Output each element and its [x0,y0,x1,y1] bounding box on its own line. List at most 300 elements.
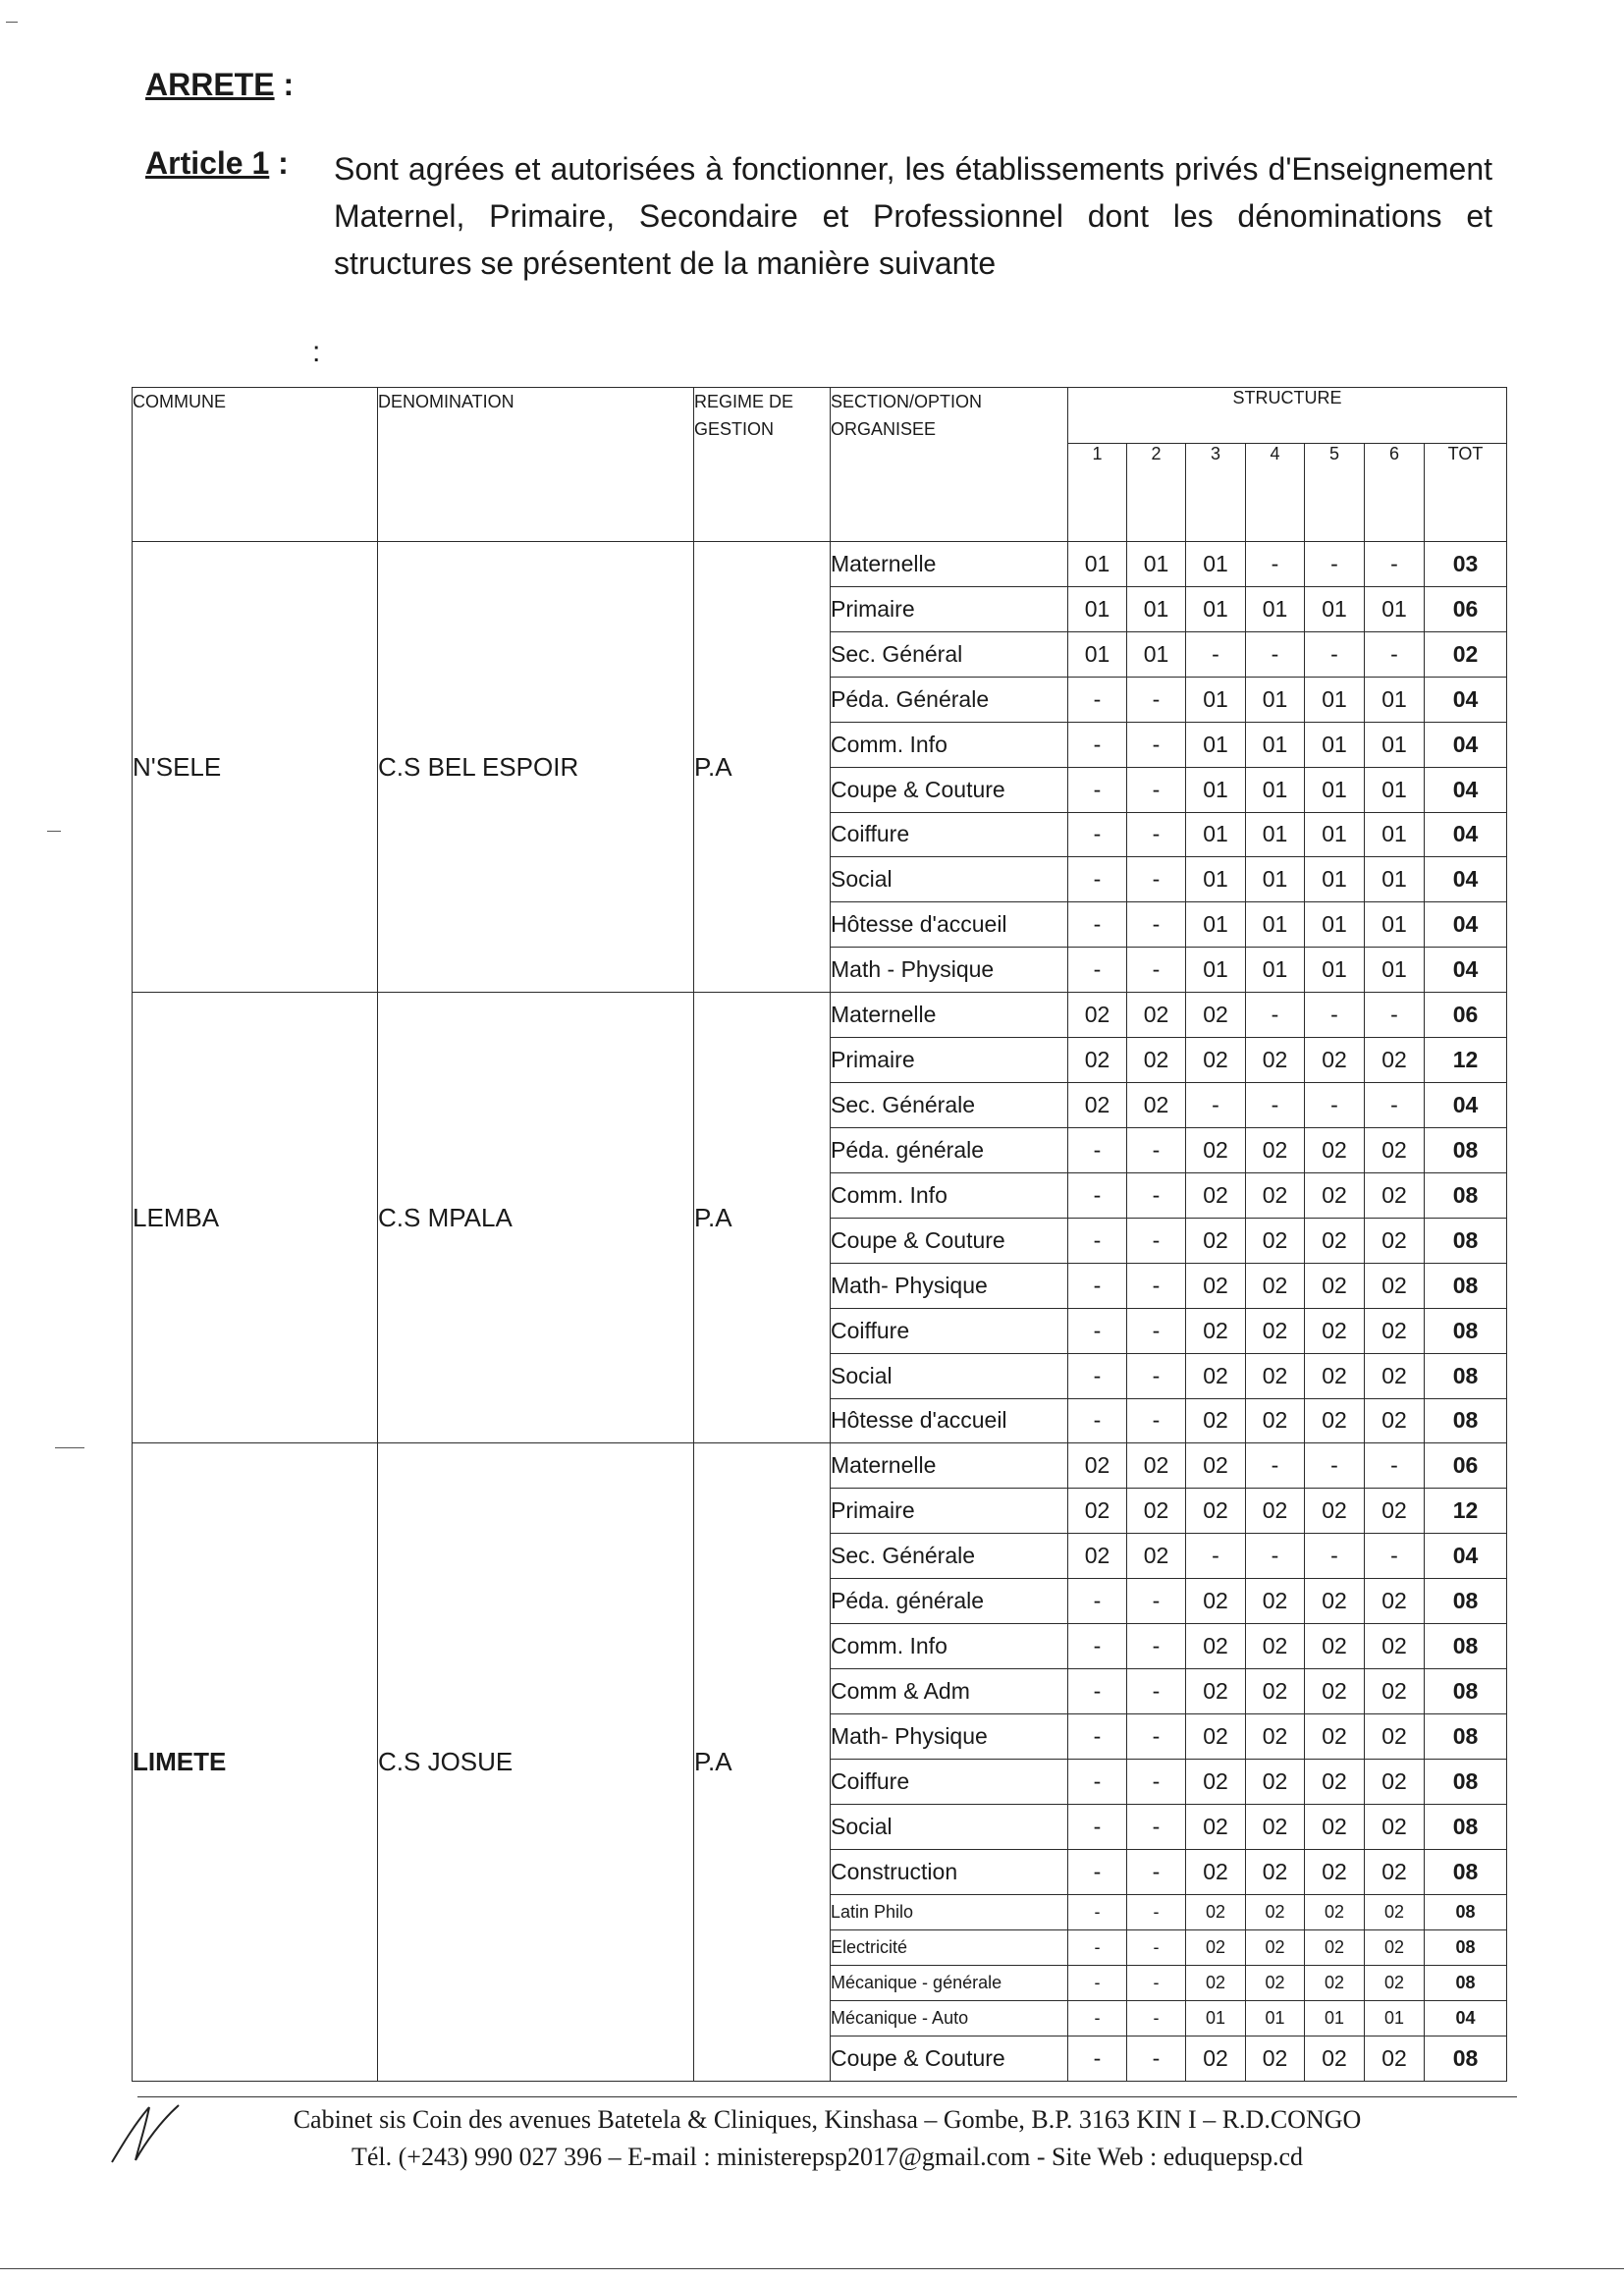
scan-mark [6,22,18,23]
stray-colon: : [312,336,321,368]
level-value-cell: - [1127,1353,1186,1398]
level-value-cell: - [1127,1929,1186,1965]
level-value-cell: 02 [1127,1443,1186,1489]
level-value-cell: 02 [1246,1804,1305,1849]
level-value-cell: 02 [1305,1172,1365,1218]
level-value-cell: 02 [1186,1669,1246,1714]
level-value-cell: 02 [1246,1172,1305,1218]
total-cell: 02 [1425,631,1507,677]
total-cell: 08 [1425,1713,1507,1759]
footer-contact: Tél. (+243) 990 027 396 – E-mail : ministerepsp2017@gmail.com - Site Web : eduquepsp.cd [352,2143,1303,2171]
level-value-cell: 02 [1305,1713,1365,1759]
section-cell: Mécanique - Auto [831,2000,1068,2036]
total-cell: 08 [1425,1624,1507,1669]
level-value-cell: 01 [1186,542,1246,587]
level-value-cell: 02 [1127,993,1186,1038]
level-value-cell: 02 [1127,1083,1186,1128]
level-value-cell: 02 [1305,1263,1365,1308]
level-value-cell: - [1068,1398,1127,1443]
level-value-cell: 02 [1246,1849,1305,1894]
section-cell: Péda. générale [831,1127,1068,1172]
level-value-cell: 02 [1365,1579,1425,1624]
level-value-cell: - [1127,722,1186,767]
level-value-cell: - [1305,1083,1365,1128]
level-value-cell: 02 [1305,1929,1365,1965]
level-value-cell: 01 [1305,948,1365,993]
level-value-cell: 02 [1365,1172,1425,1218]
level-value-cell: 02 [1365,1263,1425,1308]
level-value-cell: 01 [1068,631,1127,677]
regime-cell: P.A [694,542,831,993]
level-value-cell: 02 [1365,1804,1425,1849]
scan-mark [47,831,61,832]
level-value-cell: 02 [1186,1398,1246,1443]
level-value-cell: 02 [1305,1038,1365,1083]
level-value-cell: 01 [1186,586,1246,631]
level-value-cell: 02 [1305,1579,1365,1624]
level-value-cell: - [1127,902,1186,948]
level-value-cell: 02 [1246,1308,1305,1353]
level-value-cell: 02 [1186,1804,1246,1849]
level-value-cell: 02 [1365,2036,1425,2081]
total-cell: 08 [1425,1965,1507,2000]
level-value-cell: - [1068,1172,1127,1218]
level-value-cell: 01 [1186,902,1246,948]
level-value-cell: - [1246,1083,1305,1128]
section-cell: Social [831,857,1068,902]
level-value-cell: - [1246,1534,1305,1579]
level-value-cell: - [1068,1579,1127,1624]
level-value-cell: 02 [1186,1353,1246,1398]
level-value-cell: - [1127,677,1186,722]
total-cell: 04 [1425,722,1507,767]
level-value-cell: 02 [1186,1713,1246,1759]
total-cell: 04 [1425,767,1507,812]
section-cell: Hôtesse d'accueil [831,1398,1068,1443]
level-value-cell: 02 [1186,1263,1246,1308]
level-value-cell: 01 [1246,586,1305,631]
level-value-cell: 01 [1246,677,1305,722]
level-value-cell: 02 [1365,1759,1425,1804]
table-row [133,1443,1507,1489]
commune-cell: N'SELE [133,542,378,993]
section-cell: Coiffure [831,1308,1068,1353]
level-value-cell: 02 [1246,1038,1305,1083]
level-value-cell: - [1068,767,1127,812]
total-cell: 06 [1425,586,1507,631]
section-cell: Social [831,1804,1068,1849]
total-cell: 08 [1425,1849,1507,1894]
level-value-cell: - [1127,857,1186,902]
section-cell: Math - Physique [831,948,1068,993]
header-level: 1 [1068,444,1127,542]
total-cell: 12 [1425,1038,1507,1083]
level-value-cell: - [1127,1804,1186,1849]
level-value-cell: 02 [1186,1579,1246,1624]
header-regime: REGIME DE GESTION [694,388,831,542]
level-value-cell: 02 [1305,1127,1365,1172]
section-cell: Maternelle [831,1443,1068,1489]
footer-address: Cabinet sis Coin des avenues Batetela & Cliniques, Kinshasa – Gombe, B.P. 3163 KIN I – R.D.CONGO [293,2105,1362,2134]
level-value-cell: 01 [1365,677,1425,722]
section-cell: Hôtesse d'accueil [831,902,1068,948]
level-value-cell: - [1186,631,1246,677]
table-row [133,993,1507,1038]
header-level: 6 [1365,444,1425,542]
total-cell: 04 [1425,902,1507,948]
total-cell: 04 [1425,1083,1507,1128]
level-value-cell: 02 [1186,1965,1246,2000]
total-cell: 08 [1425,1127,1507,1172]
footer [137,2101,1517,2176]
total-cell: 03 [1425,542,1507,587]
level-value-cell: - [1305,542,1365,587]
level-value-cell: 01 [1305,812,1365,857]
commune-cell: LIMETE [133,1443,378,2082]
level-value-cell: - [1068,1308,1127,1353]
section-cell: Maternelle [831,542,1068,587]
level-value-cell: 02 [1127,1489,1186,1534]
level-value-cell: - [1246,542,1305,587]
level-value-cell: 02 [1186,1127,1246,1172]
level-value-cell: 01 [1305,586,1365,631]
total-cell: 06 [1425,1443,1507,1489]
level-value-cell: 01 [1246,722,1305,767]
level-value-cell: - [1068,1759,1127,1804]
level-value-cell: 01 [1365,812,1425,857]
level-value-cell: 02 [1186,1894,1246,1929]
level-value-cell: 01 [1365,722,1425,767]
level-value-cell: 02 [1305,1308,1365,1353]
section-cell: Coupe & Couture [831,1218,1068,1263]
level-value-cell: - [1127,1398,1186,1443]
level-value-cell: 01 [1186,948,1246,993]
level-value-cell: 01 [1186,2000,1246,2036]
section-cell: Comm. Info [831,1624,1068,1669]
level-value-cell: 02 [1246,1965,1305,2000]
level-value-cell: 01 [1365,2000,1425,2036]
level-value-cell: 02 [1246,1127,1305,1172]
level-value-cell: 01 [1127,586,1186,631]
level-value-cell: 02 [1365,1218,1425,1263]
level-value-cell: 01 [1246,902,1305,948]
level-value-cell: 02 [1365,1308,1425,1353]
level-value-cell: 02 [1186,1172,1246,1218]
level-value-cell: 02 [1305,1669,1365,1714]
level-value-cell: 02 [1246,1713,1305,1759]
level-value-cell: 02 [1305,1489,1365,1534]
level-value-cell: 01 [1246,767,1305,812]
level-value-cell: 02 [1186,1489,1246,1534]
section-cell: Mécanique - générale [831,1965,1068,2000]
level-value-cell: - [1305,993,1365,1038]
section-cell: Sec. Générale [831,1083,1068,1128]
level-value-cell: 02 [1365,1669,1425,1714]
level-value-cell: - [1068,1804,1127,1849]
section-cell: Coiffure [831,812,1068,857]
header-denomination: DENOMINATION [378,388,694,542]
total-cell: 04 [1425,1534,1507,1579]
decree-heading-text: ARRETE [145,67,275,102]
total-cell: 08 [1425,1218,1507,1263]
level-value-cell: 02 [1127,1534,1186,1579]
level-value-cell: - [1127,1713,1186,1759]
level-value-cell: 01 [1305,722,1365,767]
level-value-cell: - [1068,1127,1127,1172]
level-value-cell: 02 [1365,1929,1425,1965]
section-cell: Péda. Générale [831,677,1068,722]
table-row [133,542,1507,587]
level-value-cell: 02 [1305,1965,1365,2000]
level-value-cell: - [1127,1894,1186,1929]
level-value-cell: - [1127,767,1186,812]
level-value-cell: 01 [1305,902,1365,948]
total-cell: 04 [1425,948,1507,993]
denomination-cell: C.S JOSUE [378,1443,694,2082]
level-value-cell: 02 [1305,1218,1365,1263]
level-value-cell: - [1246,631,1305,677]
article-label-text: Article 1 [145,145,270,181]
level-value-cell: - [1068,812,1127,857]
level-value-cell: 02 [1068,1534,1127,1579]
total-cell: 08 [1425,1579,1507,1624]
regime-cell: P.A [694,993,831,1443]
section-cell: Coupe & Couture [831,2036,1068,2081]
level-value-cell: - [1127,2036,1186,2081]
level-value-cell: - [1365,1443,1425,1489]
level-value-cell: - [1068,1263,1127,1308]
level-value-cell: 02 [1365,1398,1425,1443]
level-value-cell: - [1068,857,1127,902]
level-value-cell: 01 [1305,677,1365,722]
section-cell: Coupe & Couture [831,767,1068,812]
section-cell: Péda. générale [831,1579,1068,1624]
level-value-cell: 01 [1246,948,1305,993]
level-value-cell: 02 [1305,1759,1365,1804]
denomination-cell: C.S MPALA [378,993,694,1443]
level-value-cell: - [1068,1218,1127,1263]
level-value-cell: - [1068,1669,1127,1714]
level-value-cell: - [1068,1929,1127,1965]
level-value-cell: 02 [1246,1398,1305,1443]
level-value-cell: - [1365,631,1425,677]
section-cell: Sec. Générale [831,1534,1068,1579]
level-value-cell: 01 [1246,812,1305,857]
level-value-cell: 02 [1365,1894,1425,1929]
level-value-cell: 02 [1246,1759,1305,1804]
level-value-cell: - [1068,1713,1127,1759]
structure-table-body [133,542,1507,2082]
level-value-cell: - [1068,2036,1127,2081]
structure-table [132,387,1507,2082]
level-value-cell: - [1127,1624,1186,1669]
level-value-cell: - [1246,993,1305,1038]
level-value-cell: 02 [1305,1804,1365,1849]
level-value-cell: 01 [1068,586,1127,631]
level-value-cell: 02 [1246,1624,1305,1669]
header-level: 5 [1305,444,1365,542]
level-value-cell: 02 [1186,1759,1246,1804]
level-value-cell: 01 [1365,767,1425,812]
level-value-cell: - [1365,1534,1425,1579]
level-value-cell: - [1127,1579,1186,1624]
section-cell: Primaire [831,1489,1068,1534]
level-value-cell: 02 [1305,1849,1365,1894]
level-value-cell: 02 [1305,1624,1365,1669]
decree-heading-suffix: : [274,67,295,102]
level-value-cell: 02 [1186,1038,1246,1083]
level-value-cell: 02 [1305,1398,1365,1443]
level-value-cell: - [1068,1849,1127,1894]
level-value-cell: 02 [1246,1894,1305,1929]
level-value-cell: - [1127,1965,1186,2000]
level-value-cell: - [1365,1083,1425,1128]
total-cell: 04 [1425,857,1507,902]
level-value-cell: 02 [1246,1218,1305,1263]
level-value-cell: 01 [1186,857,1246,902]
header-level: 2 [1127,444,1186,542]
level-value-cell: - [1068,2000,1127,2036]
level-value-cell: 02 [1246,1353,1305,1398]
level-value-cell: 01 [1186,677,1246,722]
level-value-cell: - [1068,1353,1127,1398]
total-cell: 04 [1425,2000,1507,2036]
level-value-cell: 01 [1365,857,1425,902]
total-cell: 12 [1425,1489,1507,1534]
level-value-cell: 01 [1305,2000,1365,2036]
level-value-cell: 02 [1246,1579,1305,1624]
total-cell: 08 [1425,1894,1507,1929]
level-value-cell: - [1186,1534,1246,1579]
level-value-cell: - [1068,902,1127,948]
header-total: TOT [1425,444,1507,542]
section-cell: Sec. Général [831,631,1068,677]
level-value-cell: 01 [1305,857,1365,902]
level-value-cell: - [1305,631,1365,677]
level-value-cell: 02 [1068,1443,1127,1489]
level-value-cell: - [1127,812,1186,857]
level-value-cell: 02 [1186,1308,1246,1353]
level-value-cell: - [1305,1534,1365,1579]
level-value-cell: 01 [1365,902,1425,948]
article-label [145,145,289,182]
level-value-cell: 02 [1127,1038,1186,1083]
total-cell: 08 [1425,1172,1507,1218]
level-value-cell: 02 [1365,1127,1425,1172]
total-cell: 04 [1425,677,1507,722]
level-value-cell: - [1127,1263,1186,1308]
page-bottom-rule [0,2268,1624,2269]
section-cell: Latin Philo [831,1894,1068,1929]
level-value-cell: - [1068,948,1127,993]
level-value-cell: 02 [1186,1443,1246,1489]
commune-cell: LEMBA [133,993,378,1443]
level-value-cell: - [1127,1127,1186,1172]
header-commune: COMMUNE [133,388,378,542]
level-value-cell: - [1127,1218,1186,1263]
level-value-cell: 02 [1246,1929,1305,1965]
level-value-cell: 02 [1068,1038,1127,1083]
total-cell: 08 [1425,1308,1507,1353]
total-cell: 08 [1425,1398,1507,1443]
level-value-cell: 02 [1246,2036,1305,2081]
total-cell: 08 [1425,1353,1507,1398]
header-row-1 [133,388,1507,444]
level-value-cell: 01 [1186,722,1246,767]
level-value-cell: 02 [1365,1713,1425,1759]
level-value-cell: 02 [1186,1929,1246,1965]
header-level: 3 [1186,444,1246,542]
level-value-cell: 01 [1127,542,1186,587]
level-value-cell: 02 [1186,1218,1246,1263]
regime-cell: P.A [694,1443,831,2082]
level-value-cell: - [1127,948,1186,993]
level-value-cell: 02 [1186,1624,1246,1669]
section-cell: Primaire [831,586,1068,631]
section-cell: Comm. Info [831,1172,1068,1218]
section-cell: Comm & Adm [831,1669,1068,1714]
level-value-cell: 02 [1246,1263,1305,1308]
level-value-cell: 01 [1186,812,1246,857]
level-value-cell: 02 [1365,1849,1425,1894]
footer-divider [137,2096,1517,2097]
total-cell: 08 [1425,1759,1507,1804]
level-value-cell: 02 [1305,1894,1365,1929]
level-value-cell: - [1127,1308,1186,1353]
level-value-cell: 02 [1365,1489,1425,1534]
level-value-cell: - [1127,1849,1186,1894]
level-value-cell: - [1068,1624,1127,1669]
article-text: Sont agrées et autorisées à fonctionner, les établissements privés d'Enseignement Maternel, Primaire, Secondaire et Professionnel dont les dénominations et structures se présentent de la manière suivante [334,151,1492,281]
level-value-cell: - [1127,1669,1186,1714]
level-value-cell: 01 [1068,542,1127,587]
level-value-cell: - [1365,542,1425,587]
total-cell: 08 [1425,1263,1507,1308]
level-value-cell: 01 [1127,631,1186,677]
level-value-cell: 02 [1365,1965,1425,2000]
total-cell: 04 [1425,812,1507,857]
level-value-cell: 02 [1186,2036,1246,2081]
level-value-cell: 01 [1246,857,1305,902]
level-value-cell: 02 [1246,1669,1305,1714]
level-value-cell: 02 [1068,1083,1127,1128]
level-value-cell: - [1305,1443,1365,1489]
level-value-cell: 02 [1246,1489,1305,1534]
section-cell: Coiffure [831,1759,1068,1804]
section-cell: Math- Physique [831,1713,1068,1759]
level-value-cell: 02 [1186,993,1246,1038]
decree-heading [145,67,294,103]
total-cell: 08 [1425,1669,1507,1714]
total-cell: 08 [1425,2036,1507,2081]
article-label-separator: : [269,145,289,181]
total-cell: 08 [1425,1929,1507,1965]
level-value-cell: 02 [1068,993,1127,1038]
section-cell: Comm. Info [831,722,1068,767]
level-value-cell: 02 [1186,1849,1246,1894]
level-value-cell: 02 [1068,1489,1127,1534]
level-value-cell: - [1127,1759,1186,1804]
scan-mark [55,1447,84,1448]
level-value-cell: 02 [1305,1353,1365,1398]
level-value-cell: 02 [1365,1353,1425,1398]
header-level: 4 [1246,444,1305,542]
total-cell: 06 [1425,993,1507,1038]
level-value-cell: 02 [1365,1038,1425,1083]
level-value-cell: 01 [1305,767,1365,812]
level-value-cell: 01 [1186,767,1246,812]
section-cell: Electricité [831,1929,1068,1965]
